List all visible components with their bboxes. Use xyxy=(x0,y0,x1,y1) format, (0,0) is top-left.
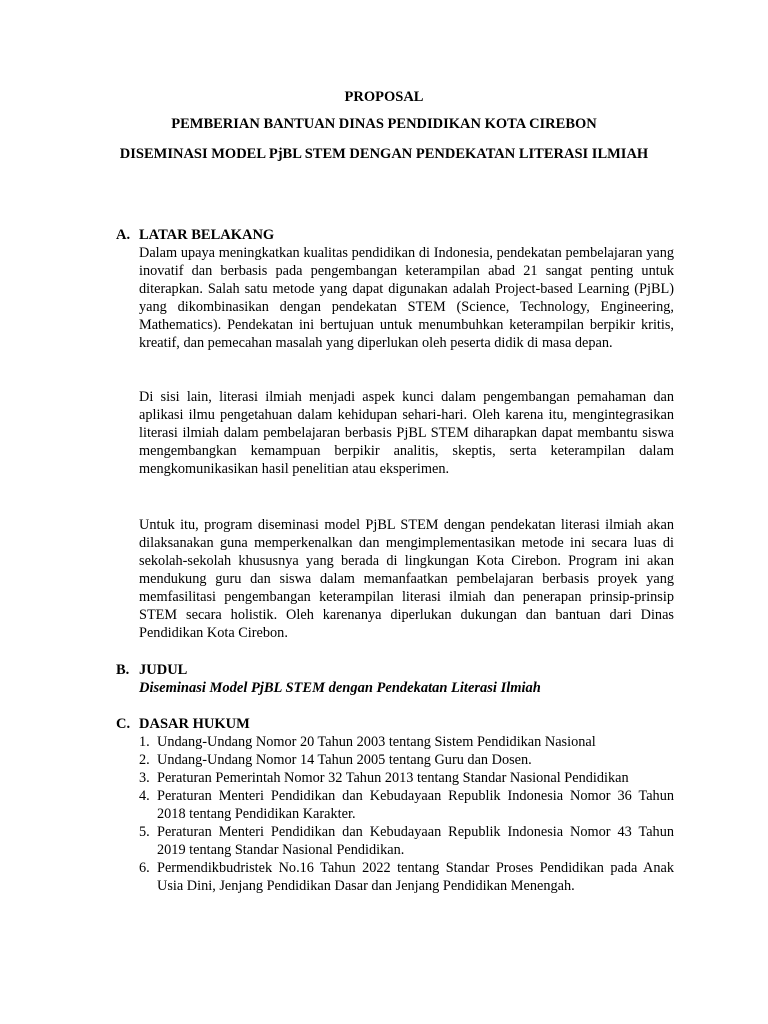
document-title: PROPOSAL xyxy=(344,89,424,105)
list-number: 3. xyxy=(139,770,150,786)
section-letter: A. xyxy=(116,227,131,243)
list-number: 1. xyxy=(139,734,150,750)
section-letter: B. xyxy=(116,662,130,678)
list-number: 2. xyxy=(139,752,150,768)
list-text: Peraturan Menteri Pendidikan dan Kebudayaan Republik Indonesia Nomor 43 Tahun 2019 tentang Standar Nasional Pendidikan. xyxy=(157,824,674,858)
section-heading: JUDUL xyxy=(139,662,188,678)
list-number: 5. xyxy=(139,824,150,840)
section-letter: C. xyxy=(116,716,131,732)
list-text: Peraturan Pemerintah Nomor 32 Tahun 2013 tentang Standar Nasional Pendidikan xyxy=(157,770,629,786)
section-heading: DASAR HUKUM xyxy=(139,716,250,732)
list-item xyxy=(139,859,674,895)
paragraph: Dalam upaya meningkatkan kualitas pendidikan di Indonesia, pendekatan pembelajaran yang inovatif dan berbasis pada pengembangan keterampilan abad 21 sangat penting untuk diterapkan. Salah satu metode yang dapat digunakan adalah Project-based Learning (PjBL) yang dikombinasikan dengan pendekatan STEM (Science, Technology, Engineering, Mathematics). Pendekatan ini bertujuan untuk menumbuhkan keterampilan berpikir kritis, kreatif, dan pemecahan masalah yang diperlukan oleh peserta didik di masa depan. xyxy=(139,245,674,351)
section-heading: LATAR BELAKANG xyxy=(139,227,275,243)
list-item xyxy=(139,787,674,823)
paragraph: Untuk itu, program diseminasi model PjBL STEM dengan pendekatan literasi ilmiah akan dilaksanakan guna memperkenalkan dan mengimplementasikan metode ini secara luas di sekolah-sekolah khususnya yang berada di lingkungan Kota Cirebon. Program ini akan mendukung guru dan siswa dalam memanfaatkan pembelajaran berbasis proyek yang memfasilitasi pengembangan keterampilan literasi ilmiah dan penerapan prinsip-prinsip STEM secara holistik. Oleh karenanya diperlukan dukungan dan bantuan dari Dinas Pendidikan Kota Cirebon. xyxy=(139,517,674,641)
proposal-title: Diseminasi Model PjBL STEM dengan Pendekatan Literasi Ilmiah xyxy=(139,680,541,696)
list-number: 6. xyxy=(139,860,150,876)
paragraph: Di sisi lain, literasi ilmiah menjadi aspek kunci dalam pengembangan pemahaman dan aplikasi ilmu pengetahuan dalam kehidupan sehari-hari. Oleh karena itu, mengintegrasikan literasi ilmiah dalam pembelajaran berbasis PjBL STEM diharapkan dapat membantu siswa mengembangkan kemampuan berpikir analitis, skeptis, serta keterampilan dalam mengkomunikasikan hasil penelitian atau eksperimen. xyxy=(139,389,674,477)
list-item xyxy=(139,823,674,859)
list-text: Undang-Undang Nomor 20 Tahun 2003 tentang Sistem Pendidikan Nasional xyxy=(157,734,596,750)
list-text: Permendikbudristek No.16 Tahun 2022 tentang Standar Proses Pendidikan pada Anak Usia Dini, Jenjang Pendidikan Dasar dan Jenjang Pendidikan Menengah. xyxy=(157,860,674,894)
list-item xyxy=(139,769,674,787)
list-item xyxy=(139,751,674,769)
list-item xyxy=(139,733,674,751)
list-text: Peraturan Menteri Pendidikan dan Kebudayaan Republik Indonesia Nomor 36 Tahun 2018 tentang Pendidikan Karakter. xyxy=(157,788,674,822)
list-number: 4. xyxy=(139,788,150,804)
list-text: Undang-Undang Nomor 14 Tahun 2005 tentang Guru dan Dosen. xyxy=(157,752,532,768)
document-subtitle: PEMBERIAN BANTUAN DINAS PENDIDIKAN KOTA CIREBON xyxy=(171,116,597,132)
legal-basis-list xyxy=(139,733,674,895)
document-topic: DISEMINASI MODEL PjBL STEM DENGAN PENDEKATAN LITERASI ILMIAH xyxy=(119,146,649,162)
